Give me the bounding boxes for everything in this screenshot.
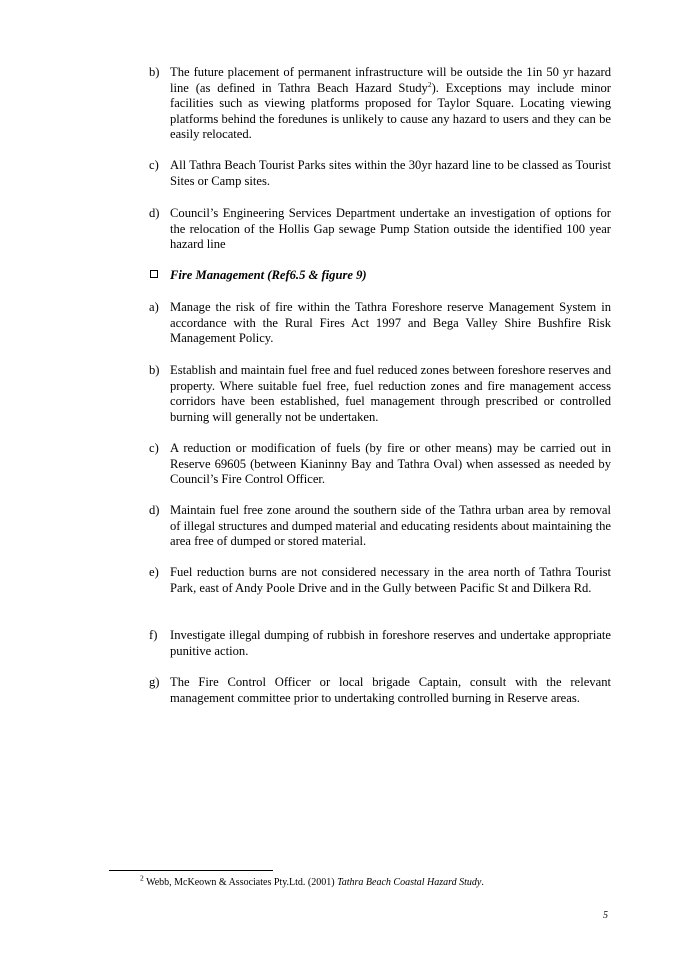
footnote-number: 2: [140, 873, 144, 883]
section-heading: [150, 268, 367, 284]
item-label: b): [149, 65, 160, 79]
list-item: [149, 65, 611, 143]
item-label: g): [149, 675, 160, 689]
footnote-title: Tathra Beach Coastal Hazard Study: [337, 877, 482, 888]
item-label: a): [149, 300, 159, 314]
item-text: Investigate illegal dumping of rubbish in foreshore reserves and undertake appropriate punitive action.: [170, 628, 611, 658]
item-text: A reduction or modification of fuels (by fire or other means) may be carried out in Reserve 69605 (between Kianinny Bay and Tathra Oval) when assessed as needed by Council’s Fire Control Officer.: [170, 441, 611, 487]
footnote-text: Webb, McKeown & Associates Pty.Ltd. (2001): [143, 877, 338, 888]
item-text: Establish and maintain fuel free and fuel reduced zones between foreshore reserves and property. Where suitable fuel free, fuel reduction zones and fire management access corridors have been established, fuel management through prescribed or controlled burning will generally not be undertaken.: [170, 363, 611, 424]
page-number: 5: [603, 910, 608, 921]
list-item: [149, 206, 611, 253]
footnote: $^2$ Webb, McKeown & Associates Pty.Ltd. (2001) Tathra Beach Coastal Hazard Study.: [140, 873, 484, 888]
item-label: b): [149, 363, 160, 377]
item-label: d): [149, 206, 160, 220]
list-item: [149, 441, 611, 488]
square-bullet-icon: [150, 270, 158, 278]
item-text: Manage the risk of fire within the Tathra Foreshore reserve Management System in accordance with the Rural Fires Act 1997 and Bega Valley Shire Bushfire Risk Management Policy.: [170, 300, 611, 346]
item-label: f): [149, 628, 158, 642]
list-item: [149, 675, 611, 706]
heading-text: Fire Management (Ref6.5 & figure 9): [170, 268, 367, 282]
item-text: The future placement of permanent infrastructure will be outside the 1in 50 yr hazard line (as defined in Tathra Beach Hazard Study$^2$). Exceptions may include minor facilities such as viewing platforms proposed for Taylor Square. Locating viewing platforms behind the foredunes is unlikely to cause any hazard to users and they can be easily relocated.: [170, 65, 612, 142]
item-text: Maintain fuel free zone around the southern side of the Tathra urban area by removal of illegal structures and dumped material and educating residents about maintaining the area free of dumped or stored material.: [170, 503, 611, 549]
list-item: [149, 300, 611, 347]
item-text: All Tathra Beach Tourist Parks sites within the 30yr hazard line to be classed as Tourist Sites or Camp sites.: [170, 158, 611, 188]
list-item: [149, 158, 611, 189]
list-item: [149, 363, 611, 425]
list-item: [149, 565, 611, 596]
item-label: c): [149, 441, 159, 455]
list-item: [149, 503, 611, 550]
list-item: [149, 628, 611, 659]
footnote-divider: [109, 870, 273, 871]
item-label: c): [149, 158, 159, 172]
item-text: Fuel reduction burns are not considered necessary in the area north of Tathra Tourist Park, east of Andy Poole Drive and in the Gully between Pacific St and Dilkera Rd.: [170, 565, 611, 595]
item-label: e): [149, 565, 159, 579]
item-text: The Fire Control Officer or local brigade Captain, consult with the relevant management committee prior to undertaking controlled burning in Reserve areas.: [170, 675, 611, 705]
item-label: d): [149, 503, 160, 517]
footnote-ref: 2: [427, 79, 432, 89]
item-text: Council’s Engineering Services Department undertake an investigation of options for the relocation of the Hollis Gap sewage Pump Station outside the identified 100 year hazard line: [170, 206, 611, 252]
